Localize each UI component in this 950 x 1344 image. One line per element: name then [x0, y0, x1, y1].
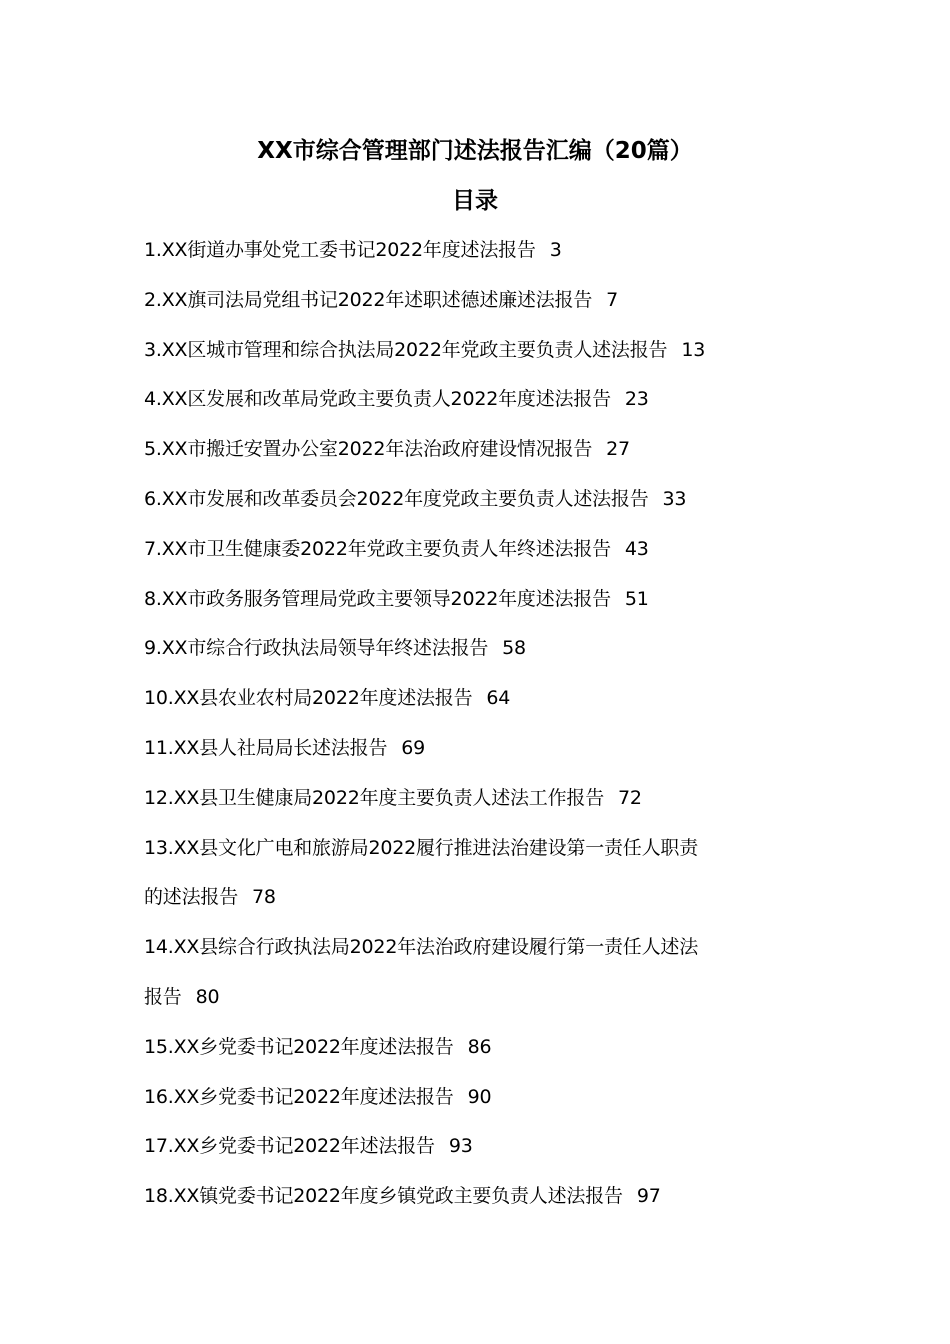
toc-page-number: 80 — [195, 985, 220, 1008]
toc-entry-5 — [144, 431, 814, 481]
toc-entry-16 — [144, 1079, 814, 1129]
toc-entry-1 — [144, 232, 814, 282]
toc-entry-3 — [144, 332, 814, 382]
document-title: XX市综合管理部门述法报告汇编（20篇） — [257, 138, 693, 164]
toc-page-number: 51 — [624, 587, 649, 610]
toc-entry-title: 2.XX旗司法局党组书记2022年述职述德述廉述法报告 — [144, 288, 593, 311]
toc-page-number: 78 — [252, 886, 276, 909]
toc-entry-title: 7.XX市卫生健康委2022年党政主要负责人年终述法报告 — [144, 537, 611, 560]
toc-entry-13-cont — [144, 879, 814, 929]
toc-entry-title: 12.XX县卫生健康局2022年度主要负责人述法工作报告 — [144, 786, 605, 809]
toc-entry-title: 8.XX市政务服务管理局党政主要领导2022年度述法报告 — [144, 587, 611, 610]
toc-entry-title: 5.XX市搬迁安置办公室2022年法治政府建设情况报告 — [144, 438, 593, 461]
toc-entry-title: 9.XX市综合行政执法局领导年终述法报告 — [144, 637, 489, 660]
toc-page-number: 13 — [681, 338, 706, 361]
toc-entry-14 — [144, 929, 814, 979]
toc-entry-14-cont — [144, 979, 814, 1029]
toc-page-number: 72 — [618, 786, 642, 809]
toc-entry-17 — [144, 1128, 814, 1178]
toc-heading: 目录 — [452, 188, 498, 214]
toc-entry-title: 15.XX乡党委书记2022年度述法报告 — [144, 1035, 454, 1058]
toc-entry-title: 18.XX镇党委书记2022年度乡镇党政主要负责人述法报告 — [144, 1185, 623, 1208]
toc-entry-2 — [144, 282, 814, 332]
toc-entry-title: 11.XX县人社局局长述法报告 — [144, 736, 388, 759]
toc-entry-15 — [144, 1029, 814, 1079]
toc-page-number: 33 — [662, 487, 687, 510]
toc-page-number: 69 — [401, 736, 426, 759]
toc-entry-11 — [144, 730, 814, 780]
toc-entry-title: 14.XX县综合行政执法局2022年法治政府建设履行第一责任人述法 — [144, 936, 699, 959]
toc-page-number: 43 — [624, 537, 649, 560]
toc-page-number: 23 — [624, 388, 649, 411]
toc-entry-13 — [144, 830, 814, 880]
toc-page-number: 86 — [467, 1035, 492, 1058]
toc-entry-title: 10.XX县农业农村局2022年度述法报告 — [144, 687, 473, 710]
toc-page-number: 58 — [502, 637, 526, 660]
toc-page-number: 3 — [549, 239, 562, 261]
toc-entry-title: 17.XX乡党委书记2022年述法报告 — [144, 1135, 435, 1158]
toc-page-number: 7 — [606, 288, 619, 311]
toc-entry-title: 4.XX区发展和改革局党政主要负责人2022年度述法报告 — [144, 388, 611, 411]
table-of-contents — [144, 232, 814, 1228]
toc-entry-9 — [144, 630, 814, 680]
toc-entry-18 — [144, 1178, 814, 1228]
toc-entry-4 — [144, 381, 814, 431]
toc-entry-title: 13.XX县文化广电和旅游局2022履行推进法治建设第一责任人职责 — [144, 836, 699, 859]
toc-entry-title: 16.XX乡党委书记2022年度述法报告 — [144, 1085, 454, 1108]
toc-entry-6 — [144, 481, 814, 531]
toc-entry-10 — [144, 680, 814, 730]
toc-entry-7 — [144, 531, 814, 581]
toc-page-number: 64 — [486, 687, 511, 710]
toc-page-number: 90 — [467, 1085, 492, 1108]
toc-entry-title-cont: 报告 — [144, 985, 182, 1008]
toc-page-number: 97 — [636, 1185, 661, 1208]
toc-page-number: 93 — [448, 1135, 473, 1158]
toc-entry-title: 6.XX市发展和改革委员会2022年度党政主要负责人述法报告 — [144, 487, 649, 510]
toc-entry-title: 3.XX区城市管理和综合执法局2022年党政主要负责人述法报告 — [144, 338, 668, 361]
toc-entry-8 — [144, 581, 814, 631]
toc-entry-12 — [144, 780, 814, 830]
toc-entry-title-cont: 的述法报告 — [144, 886, 239, 909]
toc-page-number: 27 — [606, 438, 630, 461]
toc-entry-title: 1.XX街道办事处党工委书记2022年度述法报告 — [144, 239, 536, 261]
